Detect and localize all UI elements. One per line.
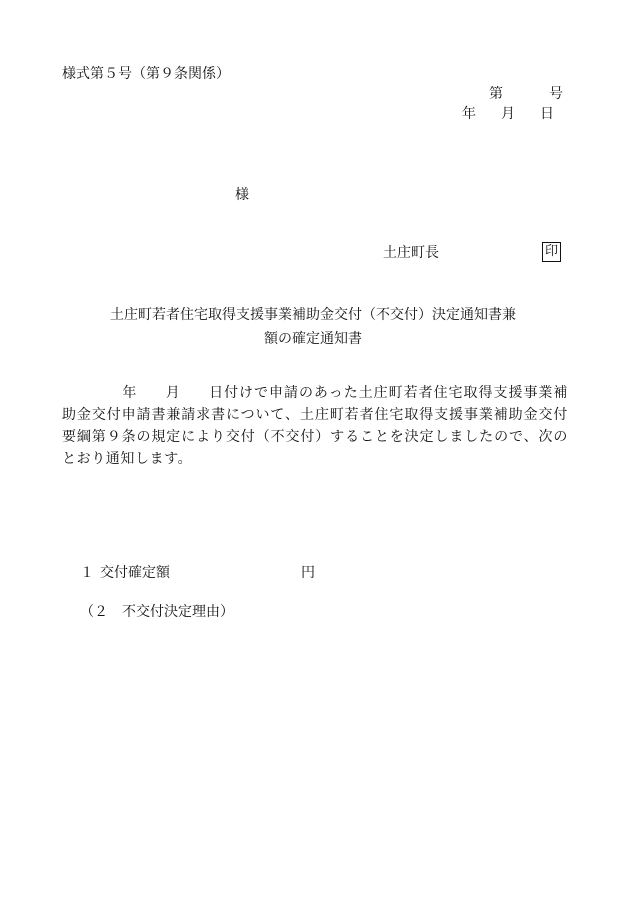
item1-label: 交付確定額: [100, 565, 170, 581]
item-non-grant-reason: （２ 不交付決定理由）: [80, 604, 234, 620]
seal-mark: 印: [542, 242, 561, 262]
document-date: [462, 105, 554, 123]
body-text: 日付けで申請のあった土庄町若者住宅取得支援事業補助金交付申請書兼請求書について、土庄町若者住宅取得支援事業補助金交付要綱第９条の規定により交付（不交付）することを決定しましたので、次のとおり通知します。: [62, 385, 568, 467]
item-grant-amount: [80, 564, 315, 582]
title-line-1: 土庄町若者住宅取得支援事業補助金交付（不交付）決定通知書兼: [110, 307, 516, 323]
item1-number: １: [80, 565, 94, 581]
body-paragraph: [62, 382, 568, 470]
date-day: 日: [540, 106, 554, 122]
document-title: [62, 303, 564, 351]
document-number-suffix: 号: [549, 86, 563, 102]
document-number-prefix: 第: [489, 86, 503, 102]
date-year: 年: [462, 106, 476, 122]
title-line-2: 額の確定通知書: [264, 331, 362, 347]
addressee-honorific: 様: [235, 187, 249, 203]
document-number: [489, 85, 563, 103]
item1-unit: 円: [301, 565, 315, 581]
form-number: 様式第５号（第９条関係）: [62, 66, 230, 82]
body-month: 月: [165, 385, 181, 401]
issuer-title: 土庄町長: [383, 245, 439, 261]
body-year: 年: [122, 385, 138, 401]
date-month: 月: [501, 106, 515, 122]
